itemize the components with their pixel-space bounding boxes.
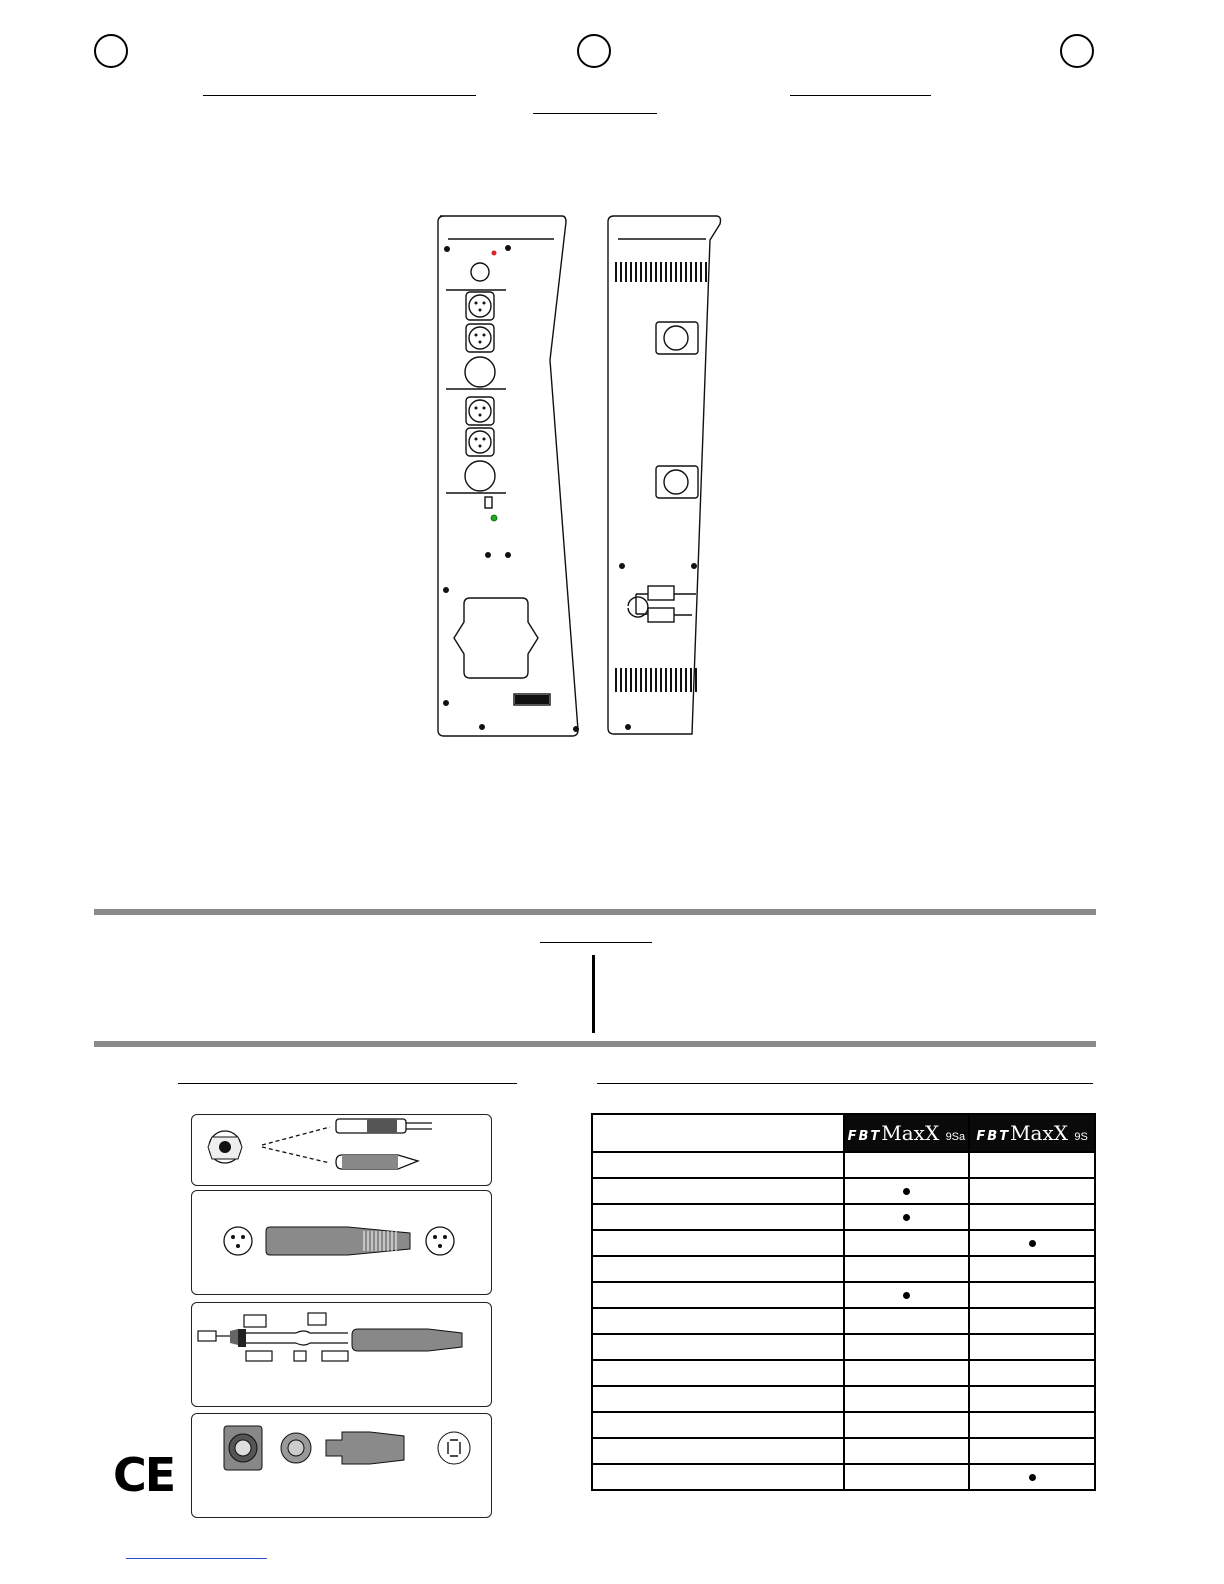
brand-name: MaxX xyxy=(1010,1121,1068,1145)
feature-cell xyxy=(592,1256,844,1282)
feature-cell xyxy=(592,1152,844,1178)
model-9s-cell xyxy=(969,1308,1095,1334)
section-divider-bottom xyxy=(94,1041,1096,1047)
feature-cell xyxy=(592,1386,844,1412)
table-heading-underline xyxy=(597,1083,1093,1084)
model-9sa-cell xyxy=(844,1152,970,1178)
model-9sa-cell xyxy=(844,1308,970,1334)
model-9s-cell xyxy=(969,1204,1095,1230)
heading-underline-center xyxy=(533,113,657,114)
model-9sa-cell xyxy=(844,1464,970,1490)
model-9s-cell xyxy=(969,1178,1095,1204)
connector-panel-xlr xyxy=(191,1190,492,1295)
feature-cell xyxy=(592,1178,844,1204)
brand-name: MaxX xyxy=(881,1121,940,1145)
section-divider-top xyxy=(94,909,1096,915)
model-9s-cell xyxy=(969,1230,1095,1256)
feature-cell xyxy=(592,1308,844,1334)
table-header-feature-cell xyxy=(592,1114,844,1152)
section-heading-underline xyxy=(540,942,652,943)
section-marker-right xyxy=(1060,34,1094,68)
feature-cell xyxy=(592,1204,844,1230)
model-label: 9Sa xyxy=(945,1131,966,1143)
ce-mark: CE xyxy=(113,1448,175,1502)
model-9s-cell xyxy=(969,1360,1095,1386)
column-divider xyxy=(592,955,595,1033)
feature-dot xyxy=(1029,1474,1036,1481)
table-row xyxy=(592,1230,1095,1256)
feature-cell xyxy=(592,1438,844,1464)
model-9s-cell xyxy=(969,1412,1095,1438)
connector-panel-jack-wiring xyxy=(191,1302,492,1407)
brand-prefix: FBT xyxy=(847,1129,882,1144)
table-row xyxy=(592,1308,1095,1334)
feature-cell xyxy=(592,1464,844,1490)
model-9sa-cell xyxy=(844,1386,970,1412)
table-header-model-9s xyxy=(969,1114,1095,1152)
table-row xyxy=(592,1334,1095,1360)
brand-prefix: FBT xyxy=(976,1129,1011,1144)
model-9sa-cell xyxy=(844,1178,970,1204)
model-9sa-cell xyxy=(844,1256,970,1282)
model-9sa-cell xyxy=(844,1230,970,1256)
table-row xyxy=(592,1256,1095,1282)
section-marker-center xyxy=(577,34,611,68)
table-header-model-9sa xyxy=(844,1114,970,1152)
model-9sa-cell xyxy=(844,1438,970,1464)
table-row xyxy=(592,1360,1095,1386)
feature-dot xyxy=(903,1188,910,1195)
model-label: 9S xyxy=(1074,1131,1088,1143)
table-row xyxy=(592,1152,1095,1178)
model-9s-cell xyxy=(969,1438,1095,1464)
model-9s-cell xyxy=(969,1464,1095,1490)
feature-cell xyxy=(592,1412,844,1438)
connectors-heading-underline xyxy=(178,1083,517,1084)
model-feature-table xyxy=(591,1113,1096,1491)
connector-panel-speakon xyxy=(191,1413,492,1518)
heading-underline-right xyxy=(790,95,931,96)
table-row xyxy=(592,1204,1095,1230)
table-header-row xyxy=(592,1114,1095,1152)
heading-underline-left xyxy=(203,95,476,96)
feature-cell xyxy=(592,1360,844,1386)
model-9sa-cell xyxy=(844,1204,970,1230)
feature-dot xyxy=(903,1292,910,1299)
model-9sa-cell xyxy=(844,1360,970,1386)
feature-cell xyxy=(592,1334,844,1360)
section-marker-left xyxy=(94,34,128,68)
table-row xyxy=(592,1412,1095,1438)
connector-panel-combo-jack xyxy=(191,1114,492,1186)
rear-panel-diagram xyxy=(430,210,740,740)
feature-cell xyxy=(592,1282,844,1308)
model-9s-cell xyxy=(969,1152,1095,1178)
model-9s-cell xyxy=(969,1256,1095,1282)
table-row xyxy=(592,1464,1095,1490)
feature-dot xyxy=(903,1214,910,1221)
feature-cell xyxy=(592,1230,844,1256)
model-9sa-cell xyxy=(844,1282,970,1308)
model-9sa-cell xyxy=(844,1334,970,1360)
model-9s-cell xyxy=(969,1386,1095,1412)
table-row xyxy=(592,1386,1095,1412)
model-9s-cell xyxy=(969,1334,1095,1360)
table-row xyxy=(592,1438,1095,1464)
model-9s-cell xyxy=(969,1282,1095,1308)
table-row xyxy=(592,1282,1095,1308)
feature-dot xyxy=(1029,1240,1036,1247)
model-9sa-cell xyxy=(844,1412,970,1438)
footer-link-underline xyxy=(126,1558,267,1559)
table-row xyxy=(592,1178,1095,1204)
